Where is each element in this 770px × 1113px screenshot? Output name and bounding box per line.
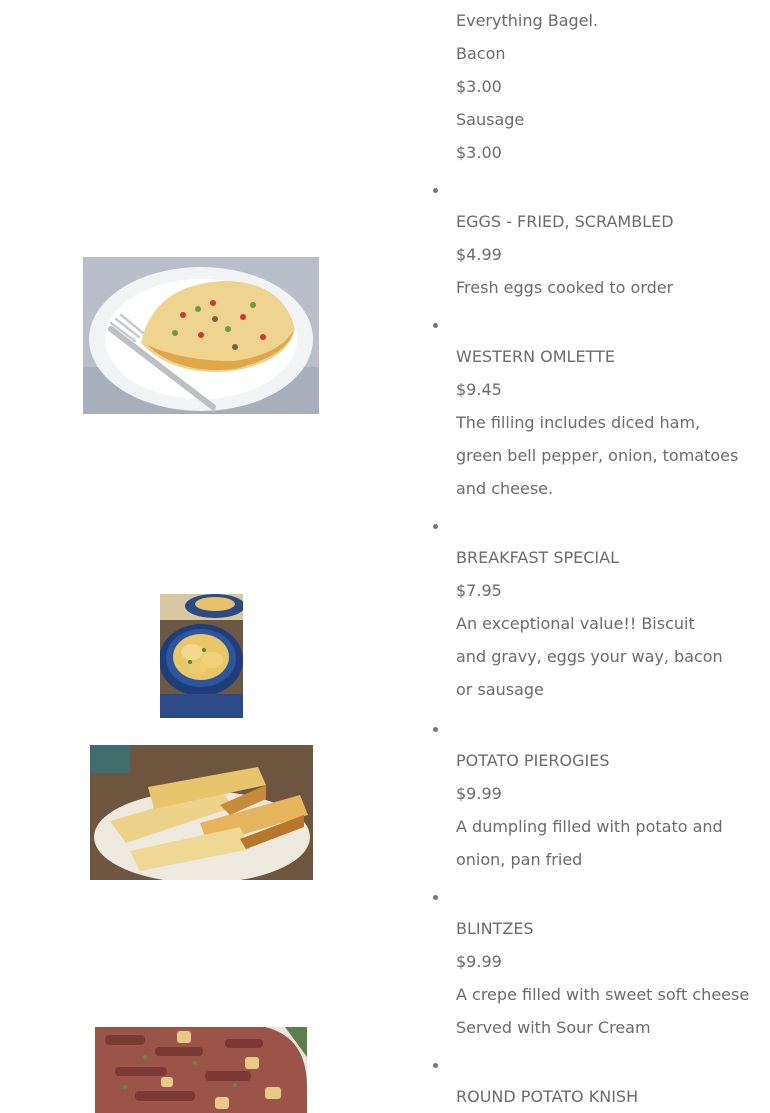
pierogies-photo [160,594,243,718]
menu-item-description: A crepe filled with sweet soft cheese Served with Sour Cream [456,985,750,1037]
menu-item-price: $4.99 [456,245,502,264]
menu-item-name: WESTERN OMLETTE [456,347,615,366]
menu-item-description: A dumpling filled with potato and onion, pan fried [456,817,723,869]
option-name-bacon: Bacon [456,44,506,63]
menu-item-name: ROUND POTATO KNISH [456,1087,639,1106]
menu-item-price: $9.99 [456,952,502,971]
option-price-sausage: $3.00 [456,143,502,162]
menu-item-description: An exceptional value!! Biscuit and gravy, eggs your way, bacon or sausage [456,614,723,699]
menu-item-price: $9.45 [456,380,502,399]
list-bullet [433,1063,438,1068]
list-bullet [433,727,438,732]
menu-item-name: BLINTZES [456,919,534,938]
list-bullet [433,524,438,529]
omelette-photo [83,257,319,414]
list-bullet [433,323,438,328]
menu-item-description: The filling includes diced ham, green bell pepper, onion, tomatoes and cheese. [456,413,739,498]
menu-item-name: BREAKFAST SPECIAL [456,548,619,567]
list-bullet [433,895,438,900]
menu-item-name: POTATO PIEROGIES [456,751,610,770]
menu-item-price: $9.99 [456,784,502,803]
blintzes-photo [90,745,313,880]
option-price-bacon: $3.00 [456,77,502,96]
corned-beef-hash-photo [95,1027,307,1113]
carryover-description: Everything Bagel. [456,11,599,30]
menu-item-price: $7.95 [456,581,502,600]
menu-item-name: EGGS - FRIED, SCRAMBLED [456,212,674,231]
menu-item-description: Fresh eggs cooked to order [456,278,674,297]
list-bullet [433,188,438,193]
option-name-sausage: Sausage [456,110,525,129]
